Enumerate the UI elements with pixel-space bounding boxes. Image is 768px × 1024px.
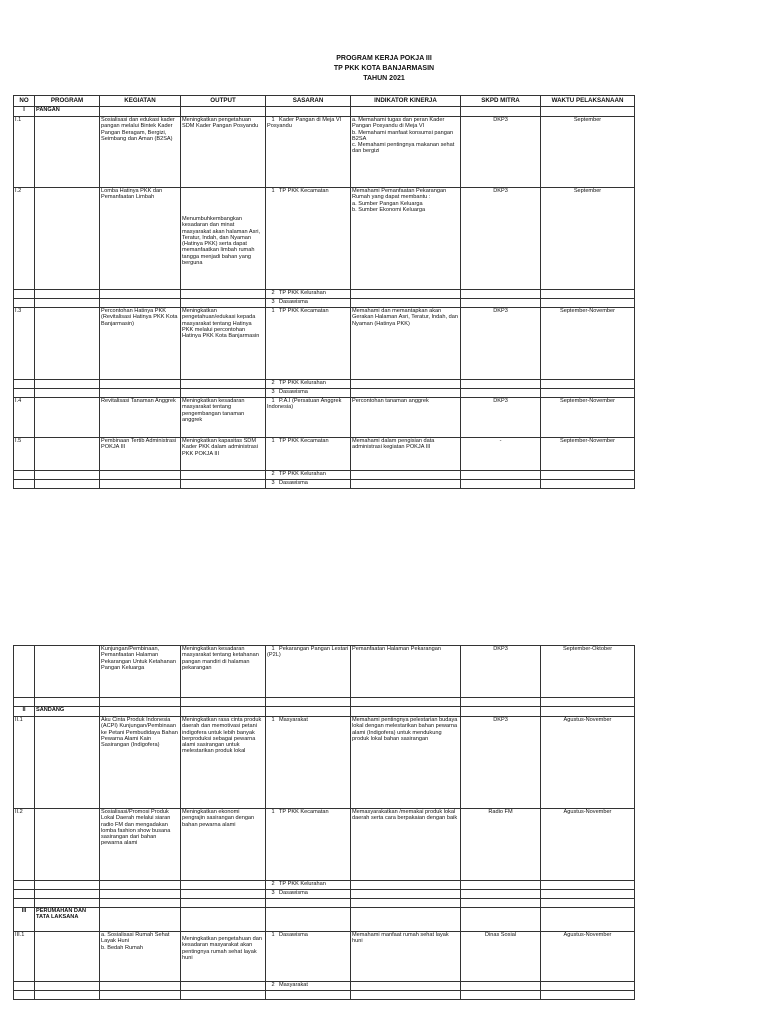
waktu-cell: September-November bbox=[541, 438, 635, 471]
skpd-cell: Radio FM bbox=[461, 809, 541, 881]
sasaran-text: Masyarakat bbox=[279, 982, 308, 988]
sasaran-number: 2 bbox=[271, 471, 275, 477]
sasaran-cell bbox=[266, 308, 351, 380]
row-number: I.1 bbox=[14, 117, 35, 188]
sasaran-text: Dasawisma bbox=[279, 890, 308, 896]
col-header-no: NO bbox=[14, 96, 35, 107]
col-header-sasaran: SASARAN bbox=[266, 96, 351, 107]
indikator-item: b. Sumber Ekonomi Keluarga bbox=[352, 206, 426, 213]
col-header-program: PROGRAM bbox=[35, 96, 100, 107]
row-number: I.3 bbox=[14, 308, 35, 380]
output-cell: Meningkatkan rasa cinta produk daerah dan memotivasi petani indigofera untuk lebih banyak berproduksi sebagai pewarna alami sasirangan untuk melestarikan produk lokal bbox=[181, 717, 266, 809]
table-header-row bbox=[14, 96, 635, 107]
sasaran-number: 1 bbox=[271, 188, 275, 194]
sasaran-text: Dasawisma bbox=[279, 389, 308, 395]
kegiatan-cell: Revitalisasi Tanaman Anggrek bbox=[100, 398, 181, 438]
skpd-cell: DKP3 bbox=[461, 398, 541, 438]
sasaran-cell bbox=[266, 471, 351, 480]
sasaran-number: 2 bbox=[271, 881, 275, 887]
section-row bbox=[14, 707, 635, 717]
table-row bbox=[14, 188, 635, 290]
sasaran-text: TP PKK Kelurahan bbox=[279, 380, 326, 386]
sasaran-cell bbox=[266, 380, 351, 389]
skpd-cell: - bbox=[461, 438, 541, 471]
section-name: SANDANG bbox=[35, 707, 100, 717]
table-row bbox=[14, 299, 635, 308]
sasaran-number: 1 bbox=[271, 809, 275, 815]
table-row bbox=[14, 881, 635, 890]
program-table-page1 bbox=[13, 95, 635, 489]
output-cell: Meningkatkan kesadaran masyarakat tentang pengembangan tanaman anggrek bbox=[181, 398, 266, 438]
waktu-cell: Agustus-November bbox=[541, 932, 635, 982]
output-cell: Meningkatkan kapasitas SDM Kader PKK dalam administrasi PKK POKJA III bbox=[181, 438, 266, 471]
indikator-cell: Memasyarakatkan /memakai produk lokal daerah serta cara berpakaian dengan baik bbox=[351, 809, 461, 881]
sasaran-text: P.A.I (Persatuan Anggrek Indonesia) bbox=[267, 398, 342, 411]
sasaran-number: 3 bbox=[271, 389, 275, 395]
col-header-kegiatan: KEGIATAN bbox=[100, 96, 181, 107]
indikator-cell: Memahami dan memantapkan akan Gerakan Halaman Asri, Teratur, Indah, dan Nyaman (Hatinya PKK) bbox=[351, 308, 461, 380]
row-number: I.5 bbox=[14, 438, 35, 471]
sasaran-cell bbox=[266, 646, 351, 698]
row-number: II.2 bbox=[14, 809, 35, 881]
sasaran-number: 1 bbox=[271, 646, 275, 652]
sasaran-text: Dasawisma bbox=[279, 932, 308, 938]
sasaran-number: 1 bbox=[271, 308, 275, 314]
table-row bbox=[14, 991, 635, 1000]
output-text: Meningkatkan pengetahuan dan kesadaran masyarakat akan pentingnya rumah sehat layak huni bbox=[182, 936, 262, 961]
indikator-cell: Percontohan tanaman anggrek bbox=[351, 398, 461, 438]
col-header-indikator: INDIKATOR KINERJA bbox=[351, 96, 461, 107]
sasaran-text: Dasawisma bbox=[279, 299, 308, 305]
kegiatan-cell: Kunjungan/Pembinaan, Pemanfaatan Halaman Pekarangan Untuk Ketahanan Pangan Keluarga bbox=[100, 646, 181, 698]
col-header-output: OUTPUT bbox=[181, 96, 266, 107]
waktu-cell: September-Oktober bbox=[541, 646, 635, 698]
sasaran-number: 3 bbox=[271, 299, 275, 305]
kegiatan-cell: Sosialisasi/Promosi Produk Lokal Daerah melalui siaran radio FM dan mengadakan lomba fashion show busana sasirangan dari bahan pewarna alami bbox=[100, 809, 181, 881]
sasaran-number: 1 bbox=[271, 932, 275, 938]
section-name: PANGAN bbox=[35, 107, 100, 117]
sasaran-text: TP PKK Kecamatan bbox=[279, 809, 329, 815]
table-row bbox=[14, 480, 635, 489]
waktu-cell: September bbox=[541, 188, 635, 290]
section-number: I bbox=[14, 107, 35, 117]
output-cell bbox=[181, 188, 266, 290]
skpd-cell: Dinas Sosial bbox=[461, 932, 541, 982]
indikator-cell: Memahami manfaat rumah sehat layak huni bbox=[351, 932, 461, 982]
output-cell: Meningkatkan pengetahuan/edukasi kepada masyarakat tentang Hatinya PKK melalui percontohan Hatinya PKK Kota Banjarmasin bbox=[181, 308, 266, 380]
table-row bbox=[14, 890, 635, 899]
output-cell: Meningkatkan kesadaran masyarakat tentang ketahanan pangan mandiri di halaman pekarangan bbox=[181, 646, 266, 698]
sasaran-cell bbox=[266, 890, 351, 899]
kegiatan-cell bbox=[100, 932, 181, 982]
sasaran-text: TP PKK Kecamatan bbox=[279, 188, 329, 194]
skpd-cell: DKP3 bbox=[461, 646, 541, 698]
skpd-cell: DKP3 bbox=[461, 188, 541, 290]
kegiatan-item: a. Sosialisasi Rumah Sehat Layak Huni bbox=[101, 932, 170, 945]
indikator-cell: Pemanfaatan Halaman Pekarangan bbox=[351, 646, 461, 698]
sasaran-number: 2 bbox=[271, 982, 275, 988]
indikator-item: c. Memahami pentingnya makanan sehat dan bergizi bbox=[352, 142, 455, 155]
output-cell: Meningkatkan pengetahuan SDM Kader Pangan Posyandu bbox=[181, 117, 266, 188]
row-number: III.1 bbox=[14, 932, 35, 982]
section-number: II bbox=[14, 707, 35, 717]
row-number: II.1 bbox=[14, 717, 35, 809]
table-row bbox=[14, 646, 635, 698]
sasaran-cell bbox=[266, 717, 351, 809]
sasaran-text: TP PKK Kelurahan bbox=[279, 881, 326, 887]
indikator-cell: Memahami pentingnya pelestarian budaya lokal dengan melestarikan bahan pewarna alami (Indigofera) untuk mendukung produk lokal bahan sasirangan bbox=[351, 717, 461, 809]
table-row bbox=[14, 982, 635, 991]
section-name: PERUMAHAN DAN TATA LAKSANA bbox=[35, 908, 100, 932]
sasaran-text: TP PKK Kelurahan bbox=[279, 290, 326, 296]
table-row bbox=[14, 932, 635, 982]
section-row bbox=[14, 107, 635, 117]
waktu-cell: Agustus-November bbox=[541, 717, 635, 809]
table-row bbox=[14, 899, 635, 908]
sasaran-number: 3 bbox=[271, 890, 275, 896]
sasaran-cell bbox=[266, 438, 351, 471]
sasaran-number: 1 bbox=[271, 438, 275, 444]
kegiatan-cell: Lomba Hatinya PKK dan Pemanfaatan Limbah bbox=[100, 188, 181, 290]
sasaran-number: 2 bbox=[271, 380, 275, 386]
sasaran-cell bbox=[266, 480, 351, 489]
row-number: I.4 bbox=[14, 398, 35, 438]
sasaran-text: Dasawisma bbox=[279, 480, 308, 486]
table-row bbox=[14, 117, 635, 188]
table-row bbox=[14, 389, 635, 398]
output-text: Menumbuhkembangkan kesadaran dan minat masyarakat akan halaman Asri, Teratur, Indah, dan Nyaman (Hatinya PKK) serta dapat memanfaatkan limbah rumah tangga menjadi bahan yang berguna bbox=[182, 216, 261, 267]
doc-title-line2: TP PKK KOTA BANJARMASIN bbox=[333, 65, 435, 72]
kegiatan-item: b. Bedah Rumah bbox=[101, 944, 143, 951]
output-cell: Meningkatkan ekonomi pengrajin sasirangan dengan bahan pewarna alami bbox=[181, 809, 266, 881]
table-row bbox=[14, 471, 635, 480]
table-row bbox=[14, 380, 635, 389]
sasaran-text: TP PKK Kelurahan bbox=[279, 471, 326, 477]
sasaran-text: TP PKK Kecamatan bbox=[279, 438, 329, 444]
sasaran-cell bbox=[266, 809, 351, 881]
sasaran-cell bbox=[266, 290, 351, 299]
waktu-cell: September-November bbox=[541, 308, 635, 380]
indikator-item: b. Memahami manfaat konsumsi pangan B2SA bbox=[352, 129, 454, 142]
sasaran-cell bbox=[266, 982, 351, 991]
indikator-cell: Memahami dalam pengisian data administrasi kegiatan POKJA III bbox=[351, 438, 461, 471]
waktu-cell: September bbox=[541, 117, 635, 188]
doc-title-line3: TAHUN 2021 bbox=[363, 75, 405, 82]
table-row bbox=[14, 438, 635, 471]
sasaran-cell bbox=[266, 117, 351, 188]
indikator-item: Memahami Pemanfaatan Pekarangan Rumah yang dapat membantu : bbox=[352, 188, 447, 201]
waktu-cell: Agustus-November bbox=[541, 809, 635, 881]
table-row bbox=[14, 290, 635, 299]
sasaran-text: Masyarakat bbox=[279, 717, 308, 723]
indikator-cell bbox=[351, 188, 461, 290]
sasaran-cell bbox=[266, 188, 351, 290]
skpd-cell: DKP3 bbox=[461, 117, 541, 188]
sasaran-text: TP PKK Kecamatan bbox=[279, 308, 329, 314]
sasaran-cell bbox=[266, 398, 351, 438]
skpd-cell: DKP3 bbox=[461, 308, 541, 380]
sasaran-cell bbox=[266, 389, 351, 398]
row-number: I.2 bbox=[14, 188, 35, 290]
sasaran-cell bbox=[266, 932, 351, 982]
indikator-cell bbox=[351, 117, 461, 188]
skpd-cell: DKP3 bbox=[461, 717, 541, 809]
kegiatan-cell: Pembinaan Tertib Administrasi POKJA III bbox=[100, 438, 181, 471]
sasaran-text: Pekarangan Pangan Lestari (P2L) bbox=[267, 646, 349, 659]
doc-title-line1: PROGRAM KERJA POKJA III bbox=[336, 55, 432, 62]
col-header-skpd: SKPD MITRA bbox=[461, 96, 541, 107]
section-row bbox=[14, 908, 635, 932]
table-row bbox=[14, 398, 635, 438]
section-number: III bbox=[14, 908, 35, 932]
sasaran-number: 1 bbox=[271, 398, 275, 404]
col-header-waktu: WAKTU PELAKSANAAN bbox=[541, 96, 635, 107]
sasaran-cell bbox=[266, 881, 351, 890]
sasaran-number: 3 bbox=[271, 480, 275, 486]
sasaran-cell bbox=[266, 299, 351, 308]
kegiatan-cell: Aku Cinta Produk Indonesia (ACPI) Kunjungan/Pembinaan ke Petani Pembudidaya Bahan Pewarna Alami Kain Sasirangan (Indigofera) bbox=[100, 717, 181, 809]
indikator-item: a. Memahami tugas dan peran Kader Pangan Posyandu di Meja VI bbox=[352, 117, 445, 130]
table-row bbox=[14, 698, 635, 707]
indikator-item: a. Sumber Pangan Keluarga bbox=[352, 200, 423, 207]
table-row bbox=[14, 308, 635, 380]
table-row bbox=[14, 717, 635, 809]
sasaran-text: Kader Pangan di Meja VI Posyandu bbox=[267, 117, 342, 130]
sasaran-number: 1 bbox=[271, 117, 275, 123]
waktu-cell: September-November bbox=[541, 398, 635, 438]
sasaran-number: 1 bbox=[271, 717, 275, 723]
table-row bbox=[14, 809, 635, 881]
kegiatan-cell: Sosialisasi dan edukasi kader pangan melalui Bintek Kader Pangan Beragam, Bergizi, Seimbang dan Aman (B2SA) bbox=[100, 117, 181, 188]
output-cell bbox=[181, 932, 266, 982]
kegiatan-cell: Percontohan Hatinya PKK (Revitalisasi Hatinya PKK Kota Banjarmasin) bbox=[100, 308, 181, 380]
program-table-page2 bbox=[13, 645, 635, 1000]
sasaran-number: 2 bbox=[271, 290, 275, 296]
